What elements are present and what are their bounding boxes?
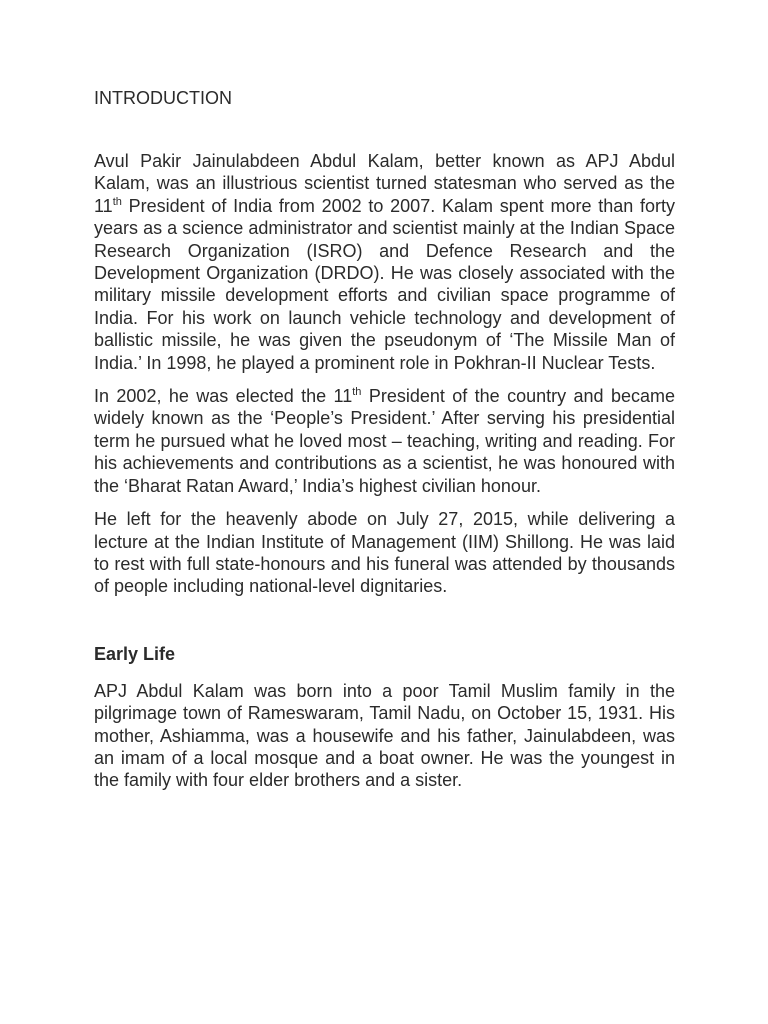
paragraph-text: Avul Pakir Jainulabdeen Abdul Kalam, better known as APJ Abdul Kalam, was an illustrious scientist turned statesman who served as the 11 (94, 151, 675, 216)
paragraph-text: President of the country and became widely known as the ‘People’s President.’ After serving his presidential term he pursued what he loved most – teaching, writing and reading. For his achievements and contributions as a scientist, he was honoured with the ‘Bharat Ratan Award,’ India’s highest civilian honour. (94, 386, 675, 496)
early-life-paragraph-1: APJ Abdul Kalam was born into a poor Tamil Muslim family in the pilgrimage town of Rameswaram, Tamil Nadu, on October 15, 1931. His mother, Ashiamma, was a housewife and his father, Jainulabdeen, was an imam of a local mosque and a boat owner. He was the youngest in the family with four elder brothers and a sister. (94, 680, 675, 791)
ordinal-superscript: th (112, 195, 122, 208)
paragraph-text: President of India from 2002 to 2007. Kalam spent more than forty years as a science administrator and scientist mainly at the Indian Space Research Organization (ISRO) and Defence Research and the Development Organization (DRDO). He was closely associated with the military missile development efforts and civilian space programme of India. For his work on launch vehicle technology and development of ballistic missile, he was given the pseudonym of ‘The Missile Man of India.’ In 1998, he played a prominent role in Pokhran-II Nuclear Tests. (94, 195, 675, 373)
introduction-paragraph-1 (94, 150, 675, 374)
ordinal-superscript: th (352, 386, 362, 399)
introduction-paragraph-2 (94, 385, 675, 497)
paragraph-text: In 2002, he was elected the 11 (94, 386, 353, 407)
introduction-heading: INTRODUCTION (94, 88, 232, 108)
document-body (94, 86, 675, 792)
early-life-heading: Early Life (94, 643, 176, 664)
introduction-paragraph-3: He left for the heavenly abode on July 27, 2015, while delivering a lecture at the Indian Institute of Management (IIM) Shillong. He was laid to rest with full state-honours and his funeral was attended by thousands of people including national-level dignitaries. (94, 509, 675, 597)
